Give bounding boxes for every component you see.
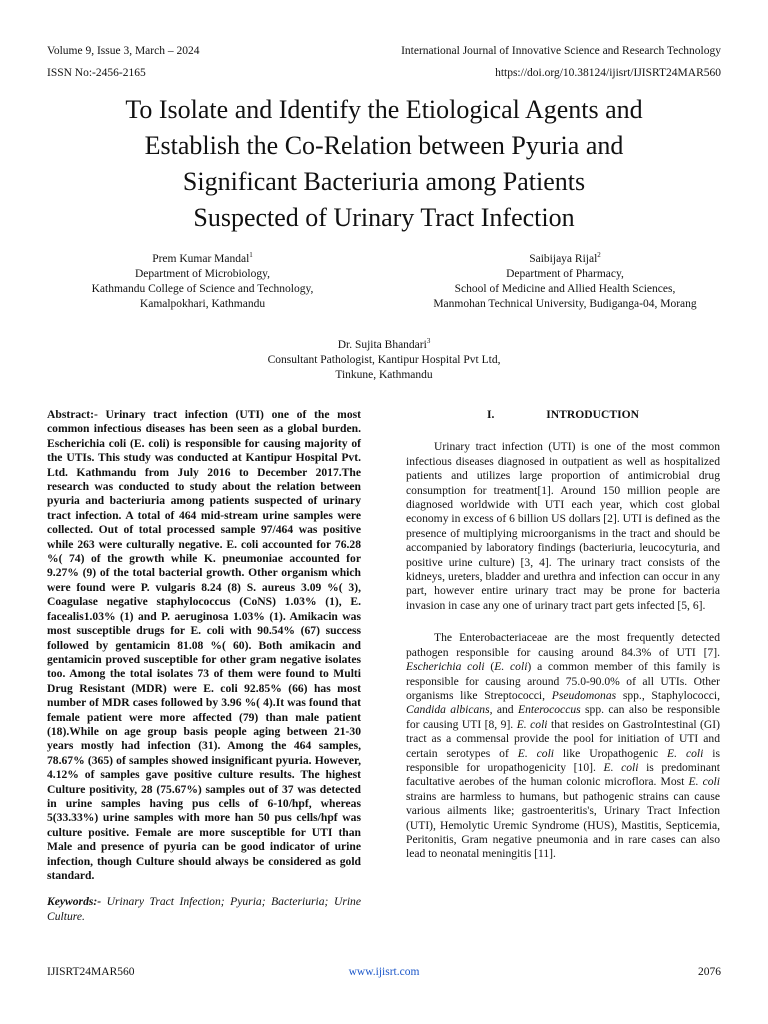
title-line: To Isolate and Identify the Etiological Agents and — [125, 95, 643, 124]
page-number: 2076 — [698, 966, 721, 978]
title-line: Suspected of Urinary Tract Infection — [193, 203, 575, 232]
section-title: INTRODUCTION — [546, 408, 639, 421]
author-affiliation-mark: 1 — [249, 251, 253, 260]
footer-paper-id: IJISRT24MAR560 — [47, 966, 135, 978]
author-affiliation: Department of Microbiology, — [135, 268, 270, 280]
author-name: Prem Kumar Mandal — [152, 253, 250, 265]
doi-link[interactable]: https://doi.org/10.38124/ijisrt/IJISRT24MAR560 — [495, 67, 721, 79]
author-affiliation-mark: 2 — [597, 251, 601, 260]
author-affiliation: Kamalpokhari, Kathmandu — [139, 298, 266, 310]
section-number: I. — [487, 408, 495, 421]
section-heading — [406, 408, 720, 422]
intro-paragraph-1: Urinary tract infection (UTI) is one of the most common infectious diseases diagnosed in outpatient as well as hospitalized patients and utilizes large proportion of antimicrobial drug consumption for treatment[1]. Around 150 million people are diagnosed worldwide with UTI each year, which cost global economy in excess of 6 billion US dollars [2]. UTI is defined as the presence of multiplying microorganisms in the tract and should be accompanied by laboratory findings (bacteriuria, leucocyturia, and positive urine culture) [3, 4]. The urinary tract consists of the kidneys, ureters, bladder and urethra and infection can occur in any part, however entire urinary tract may be prone for bacteria invasion in case any one of urinary tract part gets infected [5, 6]. — [406, 440, 720, 612]
right-column — [406, 408, 720, 880]
title-line: Significant Bacteriuria among Patients — [182, 167, 586, 196]
author-block-2 — [400, 252, 730, 312]
author-affiliation: Manmohan Technical University, Budiganga-04, Morang — [433, 298, 697, 310]
author-affiliation: School of Medicine and Allied Health Sciences, — [454, 283, 676, 295]
keywords-text: Urinary Tract Infection; Pyuria; Bacteriuria; Urine Culture. — [47, 895, 361, 923]
author-affiliation: Kathmandu College of Science and Technology, — [91, 283, 314, 295]
journal-name: International Journal of Innovative Science and Research Technology — [401, 45, 721, 57]
footer-website-link[interactable]: www.ijisrt.com — [348, 966, 420, 978]
author-affiliation: Department of Pharmacy, — [506, 268, 624, 280]
intro-paragraph-2: The Enterobacteriaceae are the most frequently detected pathogen responsible for causing around 84.3% of UTI [7]. Escherichia coli (E. coli) a common member of this family is responsible for causing around 75.0-90.0% of all UTIs. Other organisms like Streptococci, Pseudomonas spp., Staphylococci, Candida albicans, and Enterococcus spp. can also be responsible for causing UTI [8, 9]. E. coli that resides on GastroIntestinal (GI) tract as a commensal provide the pool for initiation of UTI and certain serotypes of E. coli like Uropathogenic E. coli is responsible for uropathogenicity [10]. E. coli is predominant facultative aerobes of the human colonic microflora. Most E. coli strains are harmless to humans, but pathogenic strains can cause various ailments like; gastroenteritis's, Urinary Tract Infection (UTI), Hemolytic Uremic Syndrome (HUS), Mastitis, Septicemia, Peritonitis, Gram negative pneumonia and in rare cases can also lead to neonatal meningitis [11]. — [406, 631, 721, 861]
author-block-1 — [60, 252, 345, 312]
author-affiliation: Consultant Pathologist, Kantipur Hospital Pvt Ltd, — [267, 354, 501, 366]
left-column — [47, 408, 361, 924]
volume-info: Volume 9, Issue 3, March – 2024 — [47, 45, 200, 57]
author-affiliation-mark: 3 — [426, 337, 431, 346]
keywords-label: Keywords:- — [47, 895, 102, 909]
paper-title — [40, 92, 728, 236]
abstract: Abstract:- Urinary tract infection (UTI) one of the most common infectious diseases has been seen as a global burden. Escherichia coli (E. coli) is responsible for causing majority of the UTIs. This study was conducted at Kantipur Hospital Pvt. Ltd. Kathmandu from July 2016 to December 2017.The research was conducted to study about the relation between pyuria and bacteriuria among patients suspected of urinary tract infection. A total of 464 mid-stream urine samples were collected. Out of total processed sample 97/464 was positive while 263 were culturally negative. E. coli accounted for 76.28 %( 74) of the growth while K. pneumoniae accounted for 9.27% (9) of the total bacterial growth. Other organism which were found were P. vulgaris 8.24 (8) S. aureus 3.09 %( 3), Coagulase negative staphylococcus (CoNS) 1.03% (1), E. facealis1.03% (1) and P. aeruginosa 1.03% (1). Amikacin was most susceptible drugs for E. coli with 90.54% (67) success followed by gentamicin 81.08 %( 60). Both amikacin and gentamicin proved susceptible for other gram negative isolates too. Among the total isolates 73 of them were found to Multi Drug Resistant (MDR) were E. coli 92.85% (66) has most number of MDR cases followed by 3.96 %( 4).It was found that female patient were more affected (79) than male patient (18).While on age group basis people aging between 21-30 years mostly had infection (31). Among the 464 samples, 78.67% (365) of samples showed insignificant pyuria. However, 4.12% of samples gave positive culture results. The highest Culture positivity, 28 (75.67%) samples out of 37 was detected in urine samples having pus cells of 6-10/hpf, whereas 5(33.33%) urine samples with more han 50 pus cells/hpf was culture positive. Female are more susceptible for UTI than Male and presence of pyuria can be good indicator of urine infection, though Culture should always be considered as gold standard. — [47, 408, 361, 882]
title-line: Establish the Co-Relation between Pyuria and — [144, 131, 624, 160]
author-affiliation: Tinkune, Kathmandu — [335, 369, 433, 381]
author-name: Saibijaya Rijal — [529, 253, 598, 265]
author-name: Dr. Sujita Bhandari — [337, 339, 427, 351]
issn: ISSN No:-2456-2165 — [47, 67, 146, 79]
keywords — [47, 895, 361, 924]
author-block-3 — [234, 338, 534, 383]
